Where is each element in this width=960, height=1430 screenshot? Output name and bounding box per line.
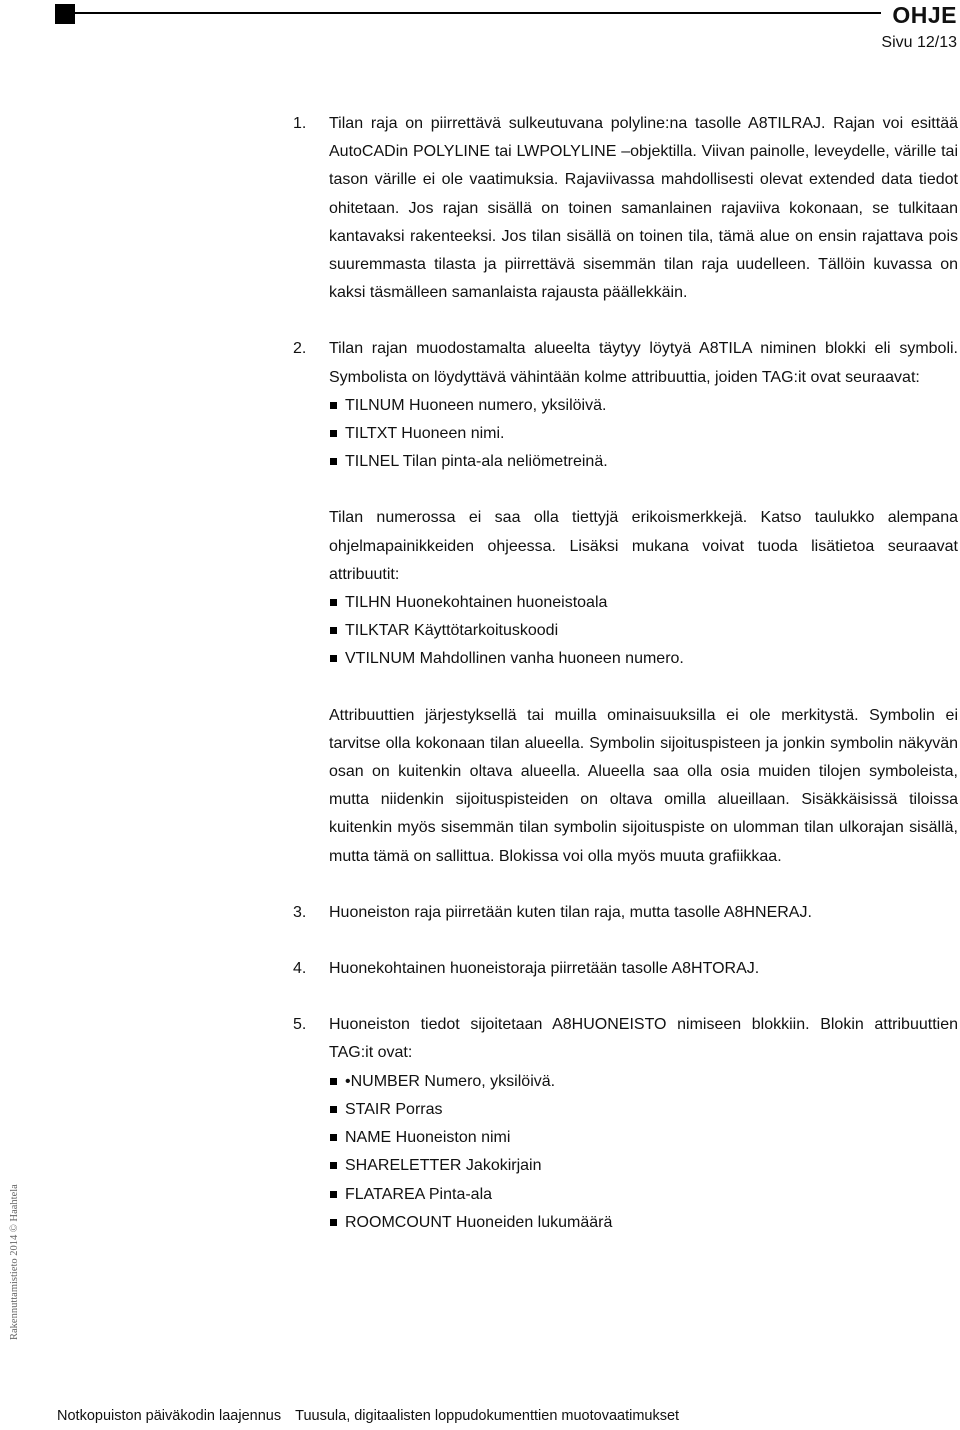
bullet-item: TILNEL Tilan pinta-ala neliömetreinä.: [329, 448, 958, 476]
footer-document: Tuusula, digitaalisten loppudokumenttien muotovaatimukset: [295, 1408, 680, 1424]
bullet-item: SHARELETTER Jakokirjain: [329, 1152, 958, 1180]
bullet-item: FLATAREA Pinta-ala: [329, 1181, 958, 1209]
document-type-title: OHJE: [892, 2, 957, 28]
list-item-4: [293, 955, 958, 983]
item-intro: Huoneiston tiedot sijoitetaan A8HUONEISTO nimiseen blokkiin. Blokin attribuuttien TAG:it ovat:: [329, 1016, 958, 1062]
item-number: 5.: [293, 1016, 307, 1034]
bullet-item: ROOMCOUNT Huoneiden lukumäärä: [329, 1209, 958, 1237]
list-item-1: [293, 110, 958, 307]
bullet-item: VTILNUM Mahdollinen vanha huoneen numero.: [329, 645, 958, 673]
attribute-list-flat: [329, 1068, 958, 1237]
item-number: 4.: [293, 960, 307, 978]
bullet-item: TILTXT Huoneen nimi.: [329, 420, 958, 448]
item-text: Huonekohtainen huoneistoraja piirretään tasolle A8HTORAJ.: [329, 960, 760, 978]
bullet-item: NAME Huoneiston nimi: [329, 1124, 958, 1152]
bullet-item: TILKTAR Käyttötarkoituskoodi: [329, 617, 958, 645]
header-square-mark: [55, 4, 75, 24]
page-footer: [57, 1408, 679, 1424]
document-body: [293, 110, 958, 1237]
attribute-list-required: [329, 392, 958, 477]
bullet-item: TILNUM Huoneen numero, yksilöivä.: [329, 392, 958, 420]
list-item-3: [293, 899, 958, 927]
item-text: Huoneiston raja piirretään kuten tilan raja, mutta tasolle A8HNERAJ.: [329, 903, 812, 921]
item-intro: Tilan rajan muodostamalta alueelta täytyy löytyä A8TILA niminen blokki eli symboli. Symbolista on löydyttävä vähintään kolme attribuuttia, joiden TAG:it ovat seuraavat:: [329, 340, 958, 386]
bullet-item: TILHN Huonekohtainen huoneistoala: [329, 589, 958, 617]
item-number: 2.: [293, 340, 307, 358]
item-text: Tilan raja on piirrettävä sulkeutuvana polyline:na tasolle A8TILRAJ. Rajan voi esittää AutoCADin POLYLINE tai LWPOLYLINE –objektilla. Viivan painolle, leveydelle, värille tai tason värille ei ole vaatimuksia. Rajaviivassa mahdollisesti olevat extended data tiedot ohitetaan. Jos rajan sisällä on toinen samanlainen rajaviiva kokonaan, se tulkitaan kantavaksi rakenteeksi. Jos tilan sisällä on toinen tila, tämä alue on ensin rajattava pois suuremmasta tilasta ja piirrettävä sisemmän tilan raja uudelleen. Tällöin kuvassa on kaksi täsmälleen samanlaista rajausta päällekkäin.: [329, 115, 958, 302]
list-item-2: [293, 335, 958, 870]
footer-project: Notkopuiston päiväkodin laajennus: [57, 1408, 282, 1424]
page-number: Sivu 12/13: [881, 34, 957, 51]
bullet-item: •NUMBER Numero, yksilöivä.: [329, 1068, 958, 1096]
item-number: 3.: [293, 903, 307, 921]
header-rule: [75, 12, 881, 14]
item-number: 1.: [293, 115, 307, 132]
item-paragraph: Attribuuttien järjestyksellä tai muilla ominaisuuksilla ei ole merkitystä. Symbolin ei tarvitse olla kokonaan tilan alueella. Symbolin sijoituspisteen ja jonkin symbolin näkyvän osan on kuitenkin oltava alueella. Alueella saa olla osia muiden tilojen symboleista, mutta niidenkin sijoituspisteiden on oltava omilla alueillaan. Sisäkkäisissä tiloissa kuitenkin myös sisemmän tilan symbolin sijoituspiste on ulomman tilan ulkorajan sisällä, mutta tämä on sallittua. Blokissa voi olla myös muuta grafiikkaa.: [329, 706, 958, 865]
bullet-item: STAIR Porras: [329, 1096, 958, 1124]
attribute-list-optional: [329, 589, 958, 674]
sidebar-copyright: Rakennuttamistieto 2014 © Haahtela: [9, 1184, 20, 1340]
list-item-5: [293, 1011, 958, 1237]
item-paragraph: Tilan numerossa ei saa olla tiettyjä erikoismerkkejä. Katso taulukko alempana ohjelmapainikkeiden ohjeessa. Lisäksi mukana voivat tuoda lisätietoa seuraavat attribuutit:: [329, 509, 958, 583]
